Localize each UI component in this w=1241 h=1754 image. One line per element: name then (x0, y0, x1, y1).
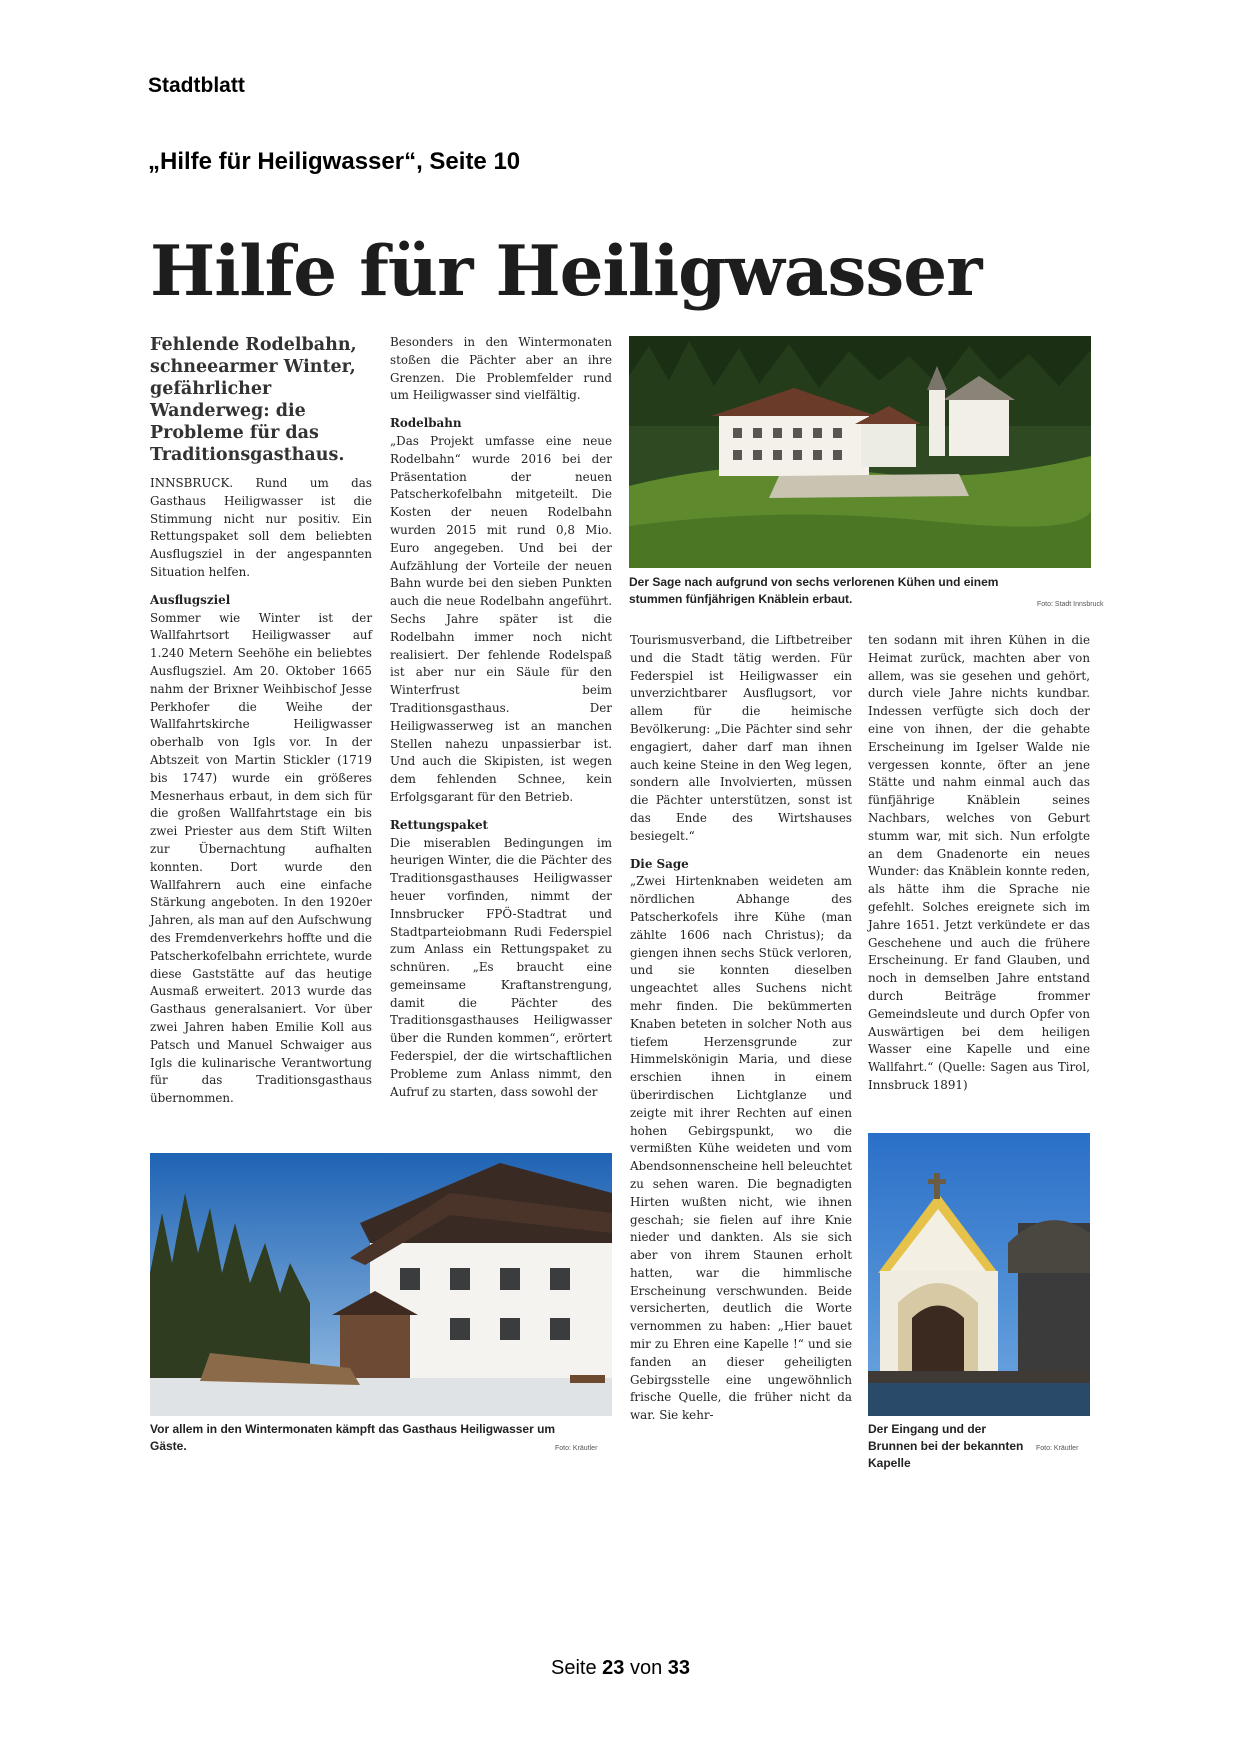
article-lead: Fehlende Rodelbahn, schneearmer Winter, gefährlicher Wanderweg: die Probleme für das Traditionsgasthaus. (150, 335, 357, 465)
subheading-rettungspaket: Rettungspaket (390, 817, 489, 832)
caption-bottom-photo: Vor allem in den Wintermonaten kämpft das Gasthaus Heiligwasser um Gäste. (150, 1422, 556, 1453)
column-3 (630, 632, 852, 1425)
photo-gasthaus-winter (150, 1153, 612, 1416)
photo-gasthaus-summer (629, 336, 1091, 568)
document-source: Stadtblatt (148, 74, 245, 97)
credit-right-photo: Foto: Kräutler (1036, 1445, 1079, 1452)
page-number (0, 1657, 1241, 1680)
paragraph-continued: Tourismusverband, die Liftbetreiber und die Stadt tätig werden. Für Federspiel ist Heiligwasser ein unverzichtbarer Ausflugsort, vor allem für die heimische Bevölkerung: „Die Pächter sind sehr engagiert, daher darf man ihnen auch keine Steine in den Weg legen, sondern alle Involvierten, müssen die Pächter unterstützen, sonst ist das Ende des Wirtshauses besiegelt.“ (630, 633, 852, 843)
credit-bottom-photo: Foto: Kräutler (555, 1445, 598, 1452)
paragraph-rettungspaket: Die miserablen Bedingungen im heurigen Winter, die die Pächter des Traditionsgasthauses Heiligwasser heuer vorfinden, nimmt der Innsbrucker FPÖ-Stadtrat und Stadtparteiobmann Rudi Federspiel zum Anlass ein Rettungspaket zu schnüren. „Es braucht eine gemeinsame Kraftanstrengung, damit die Pächter des Traditionsgasthauses Heiligwasser über die Runden kommen“, erörtert Federspiel, der die wirtschaftlichen Probleme zum Anlass nimmt, den Aufruf zu starten, dass sowohl der (390, 835, 612, 1099)
caption-top-photo: Der Sage nach aufgrund von sechs verlorenen Kühen und einem stummen fünfjährigen Knäblein erbaut. (629, 575, 999, 606)
paragraph-rodelbahn: „Das Projekt umfasse eine neue Rodelbahn“ wurde 2016 bei der Präsentation der neuen Patscherkofelbahn mitgeteilt. Die Kosten der neuen Rodelbahn wurden 2015 mit rund 0,8 Mio. Euro angegeben. Und bei der Aufzählung der Vorteile der neuen Bahn wurde bei den sieben Punkten auch die neue Rodelbahn angeführt. Sechs Jahre später ist die Rodelbahn immer noch nicht realisiert. Der fehlende Rodelspaß ist aber nur ein Säule für den Winterfrust beim Traditionsgasthaus. Der Heiligwasserweg ist an manchen Stellen nahezu unpassierbar ist. Und auch die Skipisten, ist wegen dem fehlenden Schnee, kein Erfolgsgarant für den Betrieb. (390, 433, 612, 804)
paragraph-intro-2: Besonders in den Wintermonaten stoßen die Pächter aber an ihre Grenzen. Die Problemfelder rund um Heiligwasser sind vielfältig. (390, 335, 612, 403)
paragraph-ausflugsziel: Sommer wie Winter ist der Wallfahrtsort Heiligwasser auf 1.240 Metern Seehöhe ein beliebtes Ausflugsziel. Am 20. Oktober 1665 nahm der Brixner Weihbischof Jesse Perkhofer die Weihe der Wallfahrtskirche Heiligwasser oberhalb von Igls vor. In der Abtszeit von Martin Stickler (1719 bis 1747) wurde ein größeres Mesnerhaus erbaut, in dem sich für die großen Wallfahrtstage ein bis zwei Priester aus dem Stift Wilten zur Übernachtung aufhalten konnten. Dort wurde den Wallfahrern auch eine einfache Stärkung angeboten. In den 1920er Jahren, als man auf den Aufschwung des Fremdenverkehrs hoffte und die Patscherkofelbahn errichtete, wurde diese Gaststätte auf das heutige Ausmaß erweitert. 2013 wurde das Gasthaus generalsaniert. Vor über zwei Jahren haben Emilie Koll aus Patsch und Manuel Schwaiger aus Igls die kulinarische Verantwortung für das Traditionsgasthaus übernommen. (150, 610, 372, 1106)
article-headline: Hilfe für Heiligwasser (150, 231, 982, 312)
subheading-ausflugsziel: Ausflugsziel (150, 592, 231, 607)
article-intro: INNSBRUCK. Rund um das Gasthaus Heiligwasser ist die Stimmung nicht nur positiv. Ein Rettungspaket soll dem beliebten Ausflugsziel in der angespannten Situation helfen. (150, 476, 372, 579)
paragraph-die-sage-continued: ten sodann mit ihren Kühen in die Heimat zurück, machten aber von allem, was sie gesehen und gehört, durch viele Jahre nichts kundbar. Indessen verfügte sich doch der eine von ihnen, der die gehabte Erscheinung im Igelser Walde nie vergessen konnte, öfter an jene Stätte und nahm einmal auch das fünfjährige Knäblein seines Nachbars, welches von Geburt stumm war, mit sich. Nun erfolgte an dem Gnadenorte ein neues Wunder: das Knäblein konnte reden, als hätte ihm die Sprache nie gefehlt. Solches ereignete sich im Jahre 1651. Jetzt verkündete er das Geschehene und auch die frühere Erscheinung. Er fand Glauben, und noch in demselben Jahre entstand durch Beiträge frommer Gemeindsleute und durch Opfer von Auswärtigen bei dem heiligen Wasser eine Kapelle und eine Wallfahrt.“ (Quelle: Sagen aus Tirol, Innsbruck 1891) (868, 633, 1090, 1092)
subheading-die-sage: Die Sage (630, 856, 689, 871)
credit-top-photo: Foto: Stadt Innsbruck (1037, 601, 1104, 608)
caption-right-photo: Der Eingang und der Brunnen bei der bekannten Kapelle (868, 1422, 1024, 1470)
article-reference: „Hilfe für Heiligwasser“, Seite 10 (148, 148, 521, 175)
subheading-rodelbahn: Rodelbahn (390, 416, 462, 431)
total-pages: 33 (667, 1657, 691, 1679)
column-2 (390, 334, 612, 1101)
page-prefix: Seite (550, 1657, 597, 1679)
column-4 (868, 632, 1090, 1095)
paragraph-die-sage: „Zwei Hirtenknaben weideten am nördlichen Abhange des Patscherkofels ihre Kühe (man zählte 1606 nach Christus); da giengen ihnen sechs Stück verloren, und sie konnten dieselben ungeachtet alles Suchens nicht mehr finden. Die bekümmerten Knaben beteten in solcher Noth aus tiefem Herzensgrunde zur Himmelskönigin Maria, und diese erschien ihnen in einem überirdischen Lichtglanze und zeigte mit ihrer Rechten auf einen hohen Gebirgspunkt, wo die vermißten Kühe weideten und vom Abendsonnenscheine hell beleuchtet zu sehen waren. Die begnadigten Hirten wußten nicht, wie ihnen geschah; sie fielen auf ihre Knie nieder und dankten. Als sie sich aber von ihrem Staunen erholt hatten, war die himmlische Erscheinung verschwunden. Beide versicherten, deutlich die Worte vernommen zu haben: „Hier bauet mir zu Ehren eine Kapelle !“ und sie fanden an dieser geheiligten Gebirgsstelle eine ungewöhnlich frische Quelle, die früher nicht da war. Sie kehr- (630, 874, 852, 1423)
current-page: 23 (602, 1657, 625, 1679)
newspaper-clipping (150, 231, 1104, 1470)
photo-chapel-entrance (868, 1133, 1090, 1416)
column-1 (150, 334, 372, 1108)
page-separator: von (629, 1657, 663, 1679)
